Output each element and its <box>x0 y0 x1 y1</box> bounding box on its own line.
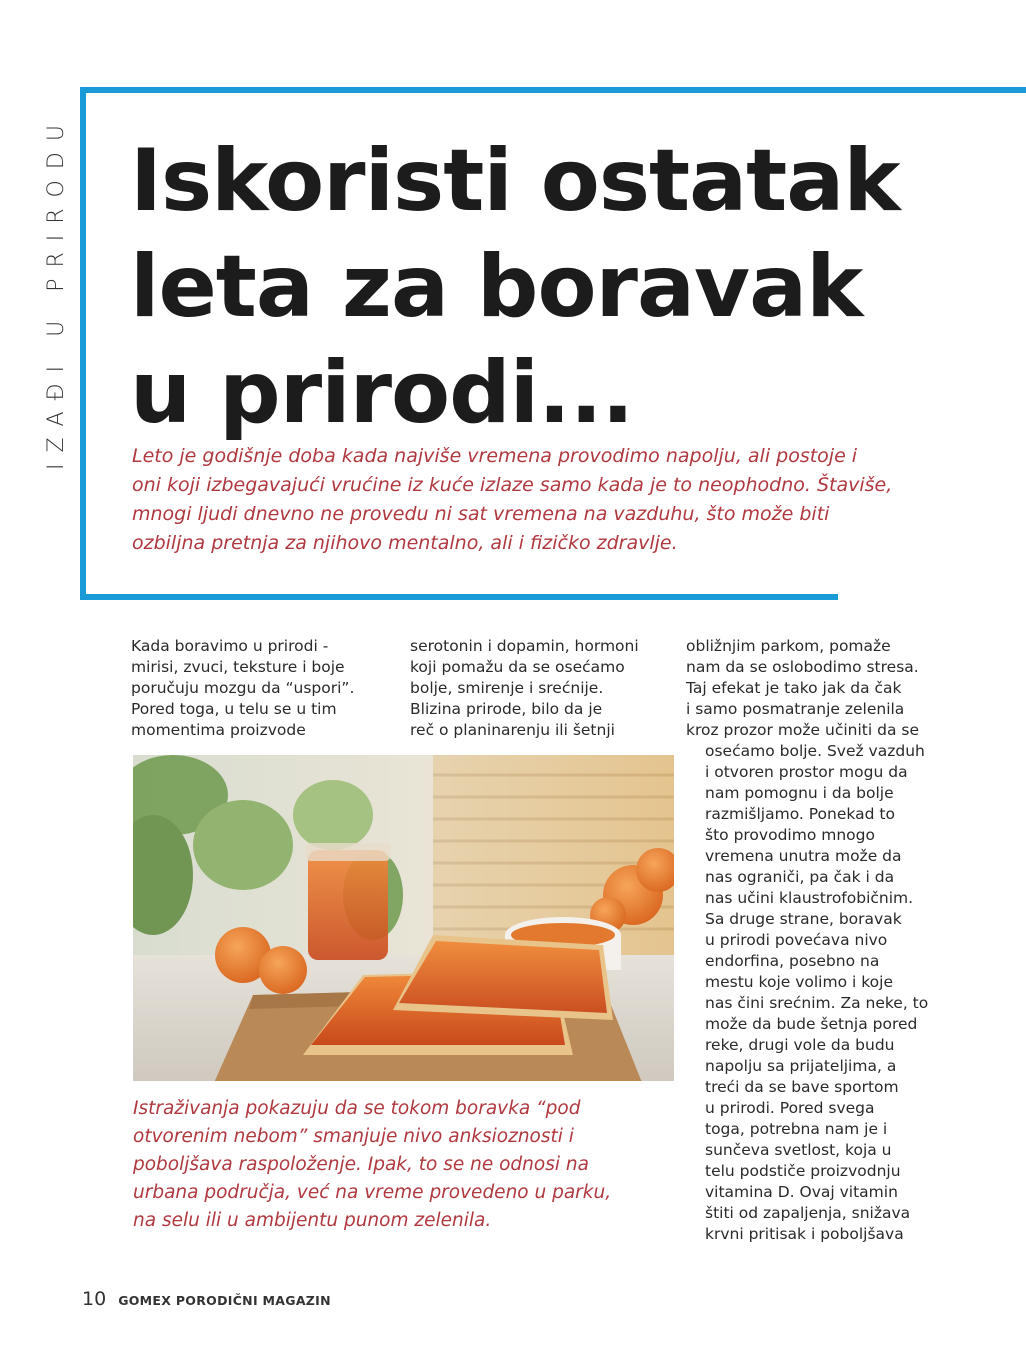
page-number: 10 <box>82 1288 107 1310</box>
body-line: kroz prozor može učiniti da se <box>686 721 919 739</box>
body-line: Sa druge strane, boravak <box>705 910 902 928</box>
body-line: toga, potrebna nam je i <box>705 1120 888 1138</box>
body-line: nas ograniči, pa čak i da <box>705 868 895 886</box>
body-line: nas čini srećnim. Za neke, to <box>705 994 929 1012</box>
quote-line: otvorenim nebom” smanjuje nivo anksioznosti i <box>133 1126 574 1147</box>
body-line: razmišljamo. Ponekad to <box>705 805 895 823</box>
headline-line: leta za boravak <box>130 237 863 337</box>
body-line: Blizina prirode, bilo da je <box>410 700 603 718</box>
frame-border-top <box>80 87 1026 93</box>
body-line: krvni pritisak i poboljšava <box>705 1225 904 1243</box>
body-line: u prirodi povećava nivo <box>705 931 888 949</box>
intro-line: Leto je godišnje doba kada najviše vremena provodimo napolju, ali postoje i <box>132 445 858 467</box>
body-line: treći da se bave sportom <box>705 1078 899 1096</box>
body-line: Kada boravimo u prirodi - <box>131 637 329 655</box>
body-line: poručuju mozgu da “uspori”. <box>131 679 355 697</box>
body-line: nas učini klaustrofobičnim. <box>705 889 914 907</box>
body-line: Taj efekat je tako jak da čak <box>686 679 902 697</box>
body-column-1 <box>131 636 354 741</box>
body-column-3 <box>686 636 928 1245</box>
quote-line: poboljšava raspoloženje. Ipak, to se ne odnosi na <box>133 1154 589 1175</box>
body-line: serotonin i dopamin, hormoni <box>410 637 639 655</box>
headline-line: Iskoristi ostatak <box>130 131 900 231</box>
body-line: obližnjim parkom, pomaže <box>686 637 891 655</box>
page-footer <box>82 1288 331 1312</box>
body-line: bolje, smirenje i srećnije. <box>410 679 604 697</box>
body-line: i otvoren prostor mogu da <box>705 763 908 781</box>
body-line: vremena unutra može da <box>705 847 902 865</box>
body-line: momentima proizvode <box>131 721 306 739</box>
body-line: u prirodi. Pored svega <box>705 1099 875 1117</box>
quote-line: urbana područja, već na vreme provedeno u parku, <box>133 1182 612 1203</box>
intro-lead <box>132 442 893 558</box>
body-column-2 <box>410 636 639 741</box>
body-line: Pored toga, u telu se u tim <box>131 700 337 718</box>
magazine-name: GOMEX PORODIČNI MAGAZIN <box>118 1293 331 1308</box>
body-line: vitamina D. Ovaj vitamin <box>705 1183 898 1201</box>
intro-line: mnogi ljudi dnevno ne provedu ni sat vremena na vazduhu, što može biti <box>132 503 830 525</box>
body-line: i samo posmatranje zelenila <box>686 700 905 718</box>
body-line: telu podstiče proizvodnju <box>705 1162 901 1180</box>
body-line: može da bude šetnja pored <box>705 1015 918 1033</box>
body-line: sunčeva svetlost, koja u <box>705 1141 892 1159</box>
body-line: reč o planinarenju ili šetnji <box>410 721 615 739</box>
body-line: napolju sa prijateljima, a <box>705 1057 897 1075</box>
toast-jam-photo <box>133 755 674 1081</box>
body-line: mirisi, zvuci, teksture i boje <box>131 658 345 676</box>
intro-line: oni koji izbegavajući vrućine iz kuće izlaze samo kada je to neophodno. Štaviše, <box>132 474 893 496</box>
body-line: reke, drugi vole da budu <box>705 1036 895 1054</box>
body-line: endorfina, posebno na <box>705 952 880 970</box>
body-line: osećamo bolje. Svež vazduh <box>705 742 925 760</box>
quote-line: na selu ili u ambijentu punom zelenila. <box>133 1210 492 1231</box>
body-line: mestu koje volimo i koje <box>705 973 893 991</box>
article-headline <box>130 128 990 446</box>
frame-border-left <box>80 87 86 600</box>
body-line: što provodimo mnogo <box>705 826 875 844</box>
frame-border-bottom <box>80 594 838 600</box>
quote-line: Istraživanja pokazuju da se tokom boravka “pod <box>133 1098 581 1119</box>
body-line: nam da se oslobodimo stresa. <box>686 658 919 676</box>
body-line: štiti od zapaljenja, snižava <box>705 1204 911 1222</box>
body-line: nam pomognu i da bolje <box>705 784 894 802</box>
headline-line: u prirodi... <box>130 343 634 443</box>
intro-line: ozbiljna pretnja za njihovo mentalno, ali i fizičko zdravlje. <box>132 532 678 554</box>
section-label: IZAĐI U PRIRODU <box>44 114 69 470</box>
pull-quote <box>133 1095 693 1235</box>
body-line: koji pomažu da se osećamo <box>410 658 625 676</box>
